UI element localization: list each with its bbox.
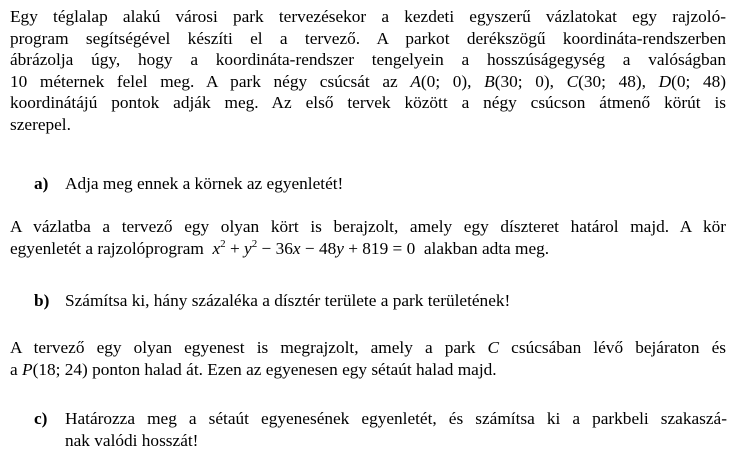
eq-term-2: − 48	[300, 238, 337, 258]
line-para-line-2	[10, 359, 726, 381]
point-c-coords: (30; 48),	[578, 71, 659, 91]
intro-line-3: ábrázolja úgy, hogy a koordináta-rendszer tengelyein a hosszúságegység a valóságban	[10, 50, 726, 70]
question-a-text: Adja meg ennek a körnek az egyenletét!	[65, 174, 344, 193]
eq-x: x	[212, 238, 221, 258]
point-b-label: B	[484, 71, 495, 91]
point-b-coords: (30; 0),	[494, 71, 567, 91]
circle-line-2	[10, 238, 726, 260]
question-c-text	[65, 408, 727, 451]
intro-line-4-text: 10 méternek felel meg. A park négy csúcsát az	[10, 71, 411, 91]
circle-line-2-end: alakban adta meg.	[423, 238, 550, 258]
question-b-label: b)	[34, 291, 50, 310]
point-a-label: A	[410, 71, 421, 91]
eq-y: y	[244, 238, 252, 258]
eq-plus: +	[225, 238, 245, 258]
eq-term-1: − 36	[257, 238, 293, 258]
line-para-text-2: csúcsában lévő bejáraton és	[499, 338, 726, 357]
eq-y-2: y	[336, 238, 344, 258]
line-para-text-1: A tervező egy olyan egyenest is megrajzolt, amely a park	[10, 338, 488, 357]
intro-line-1: Egy téglalap alakú városi park tervezésekor a kezdeti egyszerű vázlatokat egy rajzoló-	[10, 7, 726, 26]
circle-line-1: A vázlatba a tervező egy olyan kört is berajzolt, amely egy díszteret határol majd. A kör	[10, 217, 726, 236]
question-c-line-2: nak valódi hosszát!	[65, 430, 199, 450]
line-para-line-1	[10, 337, 726, 359]
point-d-coords: (0; 48)	[671, 71, 727, 91]
line-para-text-4: (18; 24) ponton halad át. Ezen az egyenesen egy sétaút halad majd.	[32, 359, 497, 379]
intro-line-2: program segítségével készíti el a tervező. A parkot derékszögű koordináta-rendszerben	[10, 28, 726, 48]
eq-exp-1: 2	[220, 237, 226, 250]
intro-line-6: szerepel.	[10, 114, 71, 134]
question-c-line-1: Határozza meg a sétaút egyenesének egyenletét, és számítsa ki a parkbeli szakaszá-	[65, 409, 727, 428]
eq-exp-2: 2	[251, 237, 258, 250]
eq-x-2: x	[292, 238, 301, 258]
circle-line-2-text: egyenletét a rajzolóprogram	[10, 238, 204, 258]
intro-paragraph	[10, 6, 726, 136]
line-paragraph	[10, 337, 726, 380]
eq-term-3: + 819 = 0	[343, 238, 416, 258]
question-b-text: Számítsa ki, hány százaléka a dísztér területe a park területének!	[65, 291, 511, 310]
circle-paragraph	[10, 216, 726, 259]
point-c-ref: C	[487, 338, 500, 357]
intro-line-4	[10, 71, 726, 93]
circle-equation	[212, 239, 415, 258]
point-c-label: C	[566, 71, 579, 91]
intro-line-5: koordinátájú pontok adják meg. Az első tervek között a négy csúcson átmenő körút is	[10, 93, 726, 113]
line-para-text-3: a	[10, 359, 22, 379]
point-p-label: P	[22, 359, 33, 379]
question-a-label: a)	[34, 174, 49, 193]
point-d-label: D	[658, 71, 672, 91]
point-a-coords: (0; 0),	[420, 71, 485, 91]
question-c-label: c)	[34, 409, 48, 428]
